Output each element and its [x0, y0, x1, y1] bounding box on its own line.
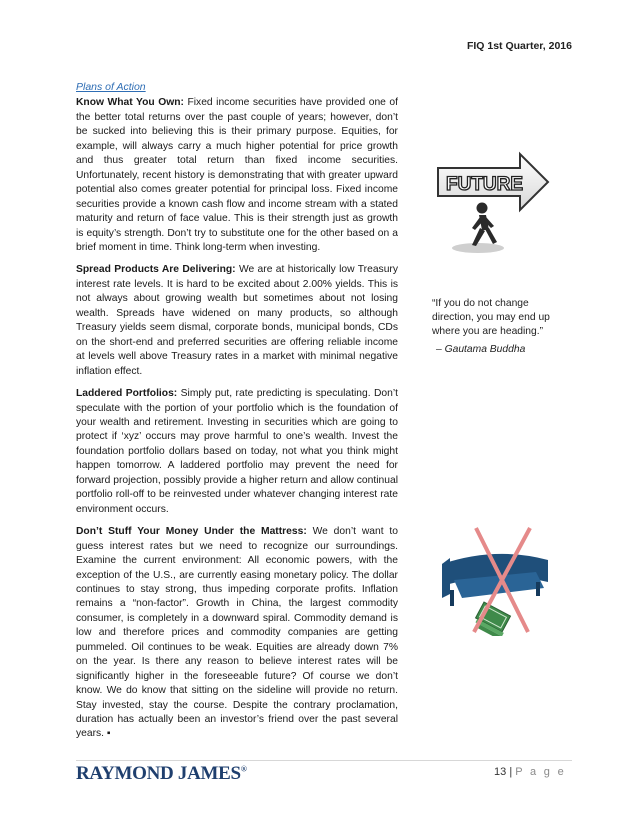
- raymond-james-logo: [76, 763, 247, 785]
- registered-mark: ®: [240, 764, 247, 774]
- pull-quote: [432, 297, 572, 357]
- page-separator: |: [509, 766, 513, 778]
- quote-text: “If you do not change direction, you may end up where you are heading.”: [432, 298, 550, 337]
- paragraph-heading: Spread Products Are Delivering:: [76, 264, 236, 276]
- paragraph-text: Fixed income securities have provided one of the better total returns over the past couple of years; however, don’t be sucked into believing this is their primary purpose. Equities, for example, will always carry a much higher potential for price growth and thus greater total return than fixed income securities. Unfortunately, recent history is demonstrating that with greater upward potential also comes greater potential for principal loss. Fixed income securities provide a known cash flow and income stream with a stated maturity and return of face value. This is their strength just as growth is equity’s strength. Don’t try to substitute one for the other based on a brief moment in time. Think long-term when investing.: [76, 97, 399, 253]
- page-label: P a g e: [515, 766, 566, 778]
- paragraph-mattress: [76, 525, 398, 742]
- section-title: Plans of Action: [76, 81, 146, 93]
- paragraph-text: Simply put, rate predicting is speculating. Don’t speculate with the portion of your portfolio which is the foundation of your wealth and retirement. Investing in securities which are going to protect if ‘xyz’ occurs may prove harmful to one’s wealth. Invest the foundation portfolio dollars based on today, not what you think might happen tomorrow. A laddered portfolio may prevent the need for forward projection, possibly provide a higher return and allow continual portfolio roll-off to be reinvested under whatever changing interest rate environment occurs.: [76, 388, 399, 515]
- paragraph-heading: Laddered Portfolios:: [76, 388, 178, 400]
- page-number: [494, 766, 566, 778]
- document-header: FIQ 1st Quarter, 2016: [466, 40, 572, 52]
- future-sign-illustration: [436, 150, 556, 260]
- page-number-value: 13: [494, 766, 507, 778]
- future-sign-label: FUTURE: [446, 174, 524, 195]
- paragraph-laddered-portfolios: [76, 387, 398, 517]
- paragraph-heading: Don’t Stuff Your Money Under the Mattress:: [76, 526, 307, 538]
- paragraph-know-what-you-own: [76, 96, 398, 255]
- paragraph-text: We are at historically low Treasury interest rate levels. It is hard to be excited about 2.00% yields. This is not always about growing wealth but sometimes about not losing wealth. Spreads have widened on many products, so although Treasury yields seem dismal, corporate bonds, municipal bonds, CDs on the short-end and preferred securities are offering reliable income at levels well above Treasury rates in a market with minimal negative inflation effect.: [76, 264, 398, 377]
- bed-with-money-crossed-out-icon: [436, 524, 556, 636]
- paragraph-text: We don’t want to guess interest rates but we need to recognize our surroundings. Examine the current environment: All economic powers, with the exception of the U.S., are currently easing monetary policy. The dollar continues to stay strong, thus impeding corporate profits. Inflation remains a “non-factor”. Growth in China, the largest commodity consumer, is completely in a downward spiral. Commodity demand is low and therefore prices and commodity companies are getting pummeled. Oil continues to be weak. Equities are already down 7% on the year. Is there any reason to believe interest rates will be significantly higher in the foreseeable future? Of course we don’t know. We do know that sitting on the sideline will provide no return. Stay invested, stay the course. Despite the contrary proclamation, duration has actually been an investor’s friend over the past several years. ▪: [76, 526, 398, 740]
- footer-divider: [76, 760, 572, 761]
- walking-person-arrow-icon: [436, 150, 556, 260]
- logo-text: RAYMOND JAMES: [76, 763, 241, 784]
- quote-author: – Gautama Buddha: [436, 344, 526, 355]
- article-body: [76, 80, 398, 750]
- bed-money-illustration: [436, 524, 556, 636]
- paragraph-heading: Know What You Own:: [76, 97, 184, 109]
- paragraph-spread-products: [76, 263, 398, 379]
